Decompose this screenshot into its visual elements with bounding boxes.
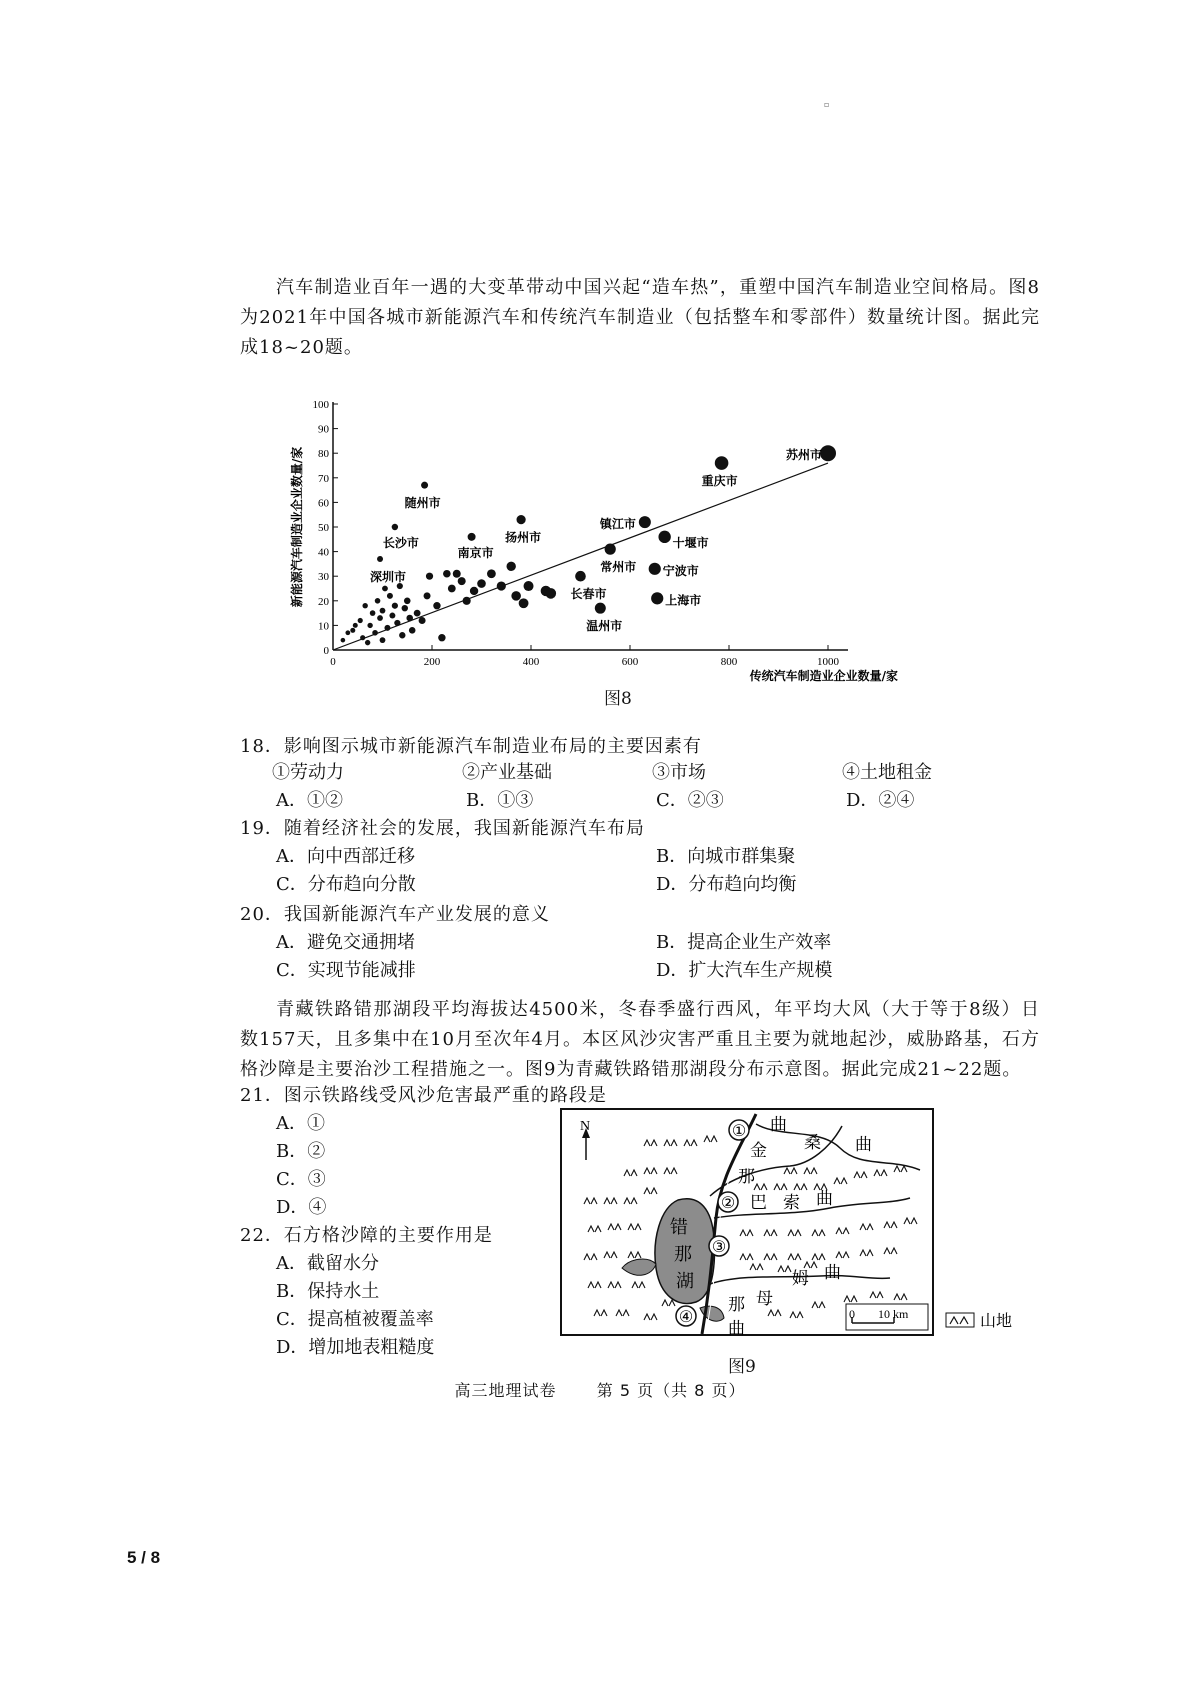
data-point-南京市 — [468, 533, 476, 541]
point-label: 随州市 — [404, 496, 441, 511]
river-label-na: 那 — [738, 1167, 755, 1187]
y-tick-label: 0 — [323, 645, 329, 657]
data-point-苏州市 — [820, 445, 836, 461]
q19-option-a[interactable]: A．向中西部迁移 — [276, 846, 415, 867]
x-tick-label: 200 — [423, 656, 441, 668]
river-label-mu2: 姆 — [792, 1269, 809, 1289]
footer-title: 高三地理试卷 — [454, 1381, 557, 1400]
data-point — [546, 588, 557, 599]
point-label: 深圳市 — [370, 569, 407, 584]
river-label-na2: 那 — [728, 1295, 745, 1315]
map-frame — [561, 1109, 933, 1335]
q18-option-a[interactable]: A．①② — [276, 790, 343, 811]
q20-option-c[interactable]: C．实现节能减排 — [276, 960, 416, 981]
point-label: 苏州市 — [786, 448, 823, 463]
data-point — [392, 603, 398, 609]
q18-option-c[interactable]: C．②③ — [656, 790, 724, 811]
y-tick-label: 10 — [318, 620, 329, 633]
q18-factor-3: ③市场 — [652, 762, 706, 783]
q21-option-d[interactable]: D．④ — [276, 1197, 327, 1218]
y-tick-label: 60 — [318, 497, 329, 510]
lake-char-3: 湖 — [676, 1271, 694, 1292]
data-point — [487, 569, 496, 578]
river-label-qu-1: 曲 — [770, 1115, 787, 1135]
data-point — [389, 613, 395, 619]
point-label: 十堰市 — [672, 535, 709, 550]
data-point — [419, 617, 426, 624]
q22-option-a[interactable]: A．截留水分 — [276, 1253, 379, 1274]
data-point — [380, 637, 386, 643]
data-point — [507, 562, 516, 571]
data-point — [394, 620, 400, 626]
point-label: 温州市 — [586, 619, 623, 634]
data-point — [438, 634, 445, 641]
point-label: 长沙市 — [382, 536, 419, 550]
point-label: 上海市 — [665, 593, 702, 608]
q21-option-c[interactable]: C．③ — [276, 1169, 326, 1190]
data-point — [448, 585, 456, 593]
y-tick-label: 80 — [318, 448, 329, 461]
data-point — [353, 623, 358, 628]
data-point — [384, 625, 390, 631]
point-label: 长春市 — [570, 587, 607, 602]
y-tick-label: 100 — [312, 399, 329, 411]
intro-paragraph-1: 汽车制造业百年一遇的大变革带动中国兴起“造车热”，重塑中国汽车制造业空间格局。图8为2021年中国各城市新能源汽车和传统汽车制造业（包括整车和零部件）数量统计图。据此完成18~20题。 — [240, 277, 1040, 358]
river-label-qu-5: 曲 — [728, 1319, 745, 1339]
q20-option-a[interactable]: A．避免交通拥堵 — [276, 932, 415, 953]
data-point — [358, 618, 363, 623]
data-point — [370, 610, 376, 616]
river-label-qu-3: 曲 — [816, 1189, 833, 1209]
data-point-重庆市 — [715, 456, 729, 470]
q19-option-c[interactable]: C．分布趋向分散 — [276, 874, 416, 895]
data-point — [524, 581, 534, 591]
x-axis-title: 传统汽车制造业企业数量/家 — [749, 669, 898, 683]
data-point — [409, 627, 416, 634]
point-label: 镇江市 — [599, 517, 636, 532]
data-point — [377, 615, 383, 621]
data-point — [402, 605, 408, 611]
x-tick-label: 400 — [522, 656, 540, 668]
q18-factor-4: ④土地租金 — [842, 762, 932, 783]
data-point-镇江市 — [639, 516, 651, 528]
data-point — [406, 615, 413, 622]
q20-option-b[interactable]: B．提高企业生产效率 — [656, 932, 832, 953]
y-tick-label: 40 — [318, 546, 329, 559]
segment-label-4: ④ — [678, 1307, 694, 1326]
river-label-ba: 巴 — [750, 1193, 767, 1213]
q21-option-b[interactable]: B．② — [276, 1141, 326, 1162]
data-point — [511, 591, 521, 601]
question-18-stem: 18．影响图示城市新能源汽车制造业布局的主要因素有 — [240, 736, 702, 757]
data-point — [404, 598, 411, 605]
y-tick-label: 20 — [318, 595, 329, 608]
figure-9-map — [560, 1108, 1020, 1354]
scale-distance: 10 km — [878, 1307, 909, 1321]
river-label-mu: 母 — [756, 1289, 773, 1309]
data-point — [399, 632, 405, 638]
data-point — [362, 603, 367, 608]
y-tick-label: 30 — [318, 571, 329, 584]
point-label: 扬州市 — [505, 530, 542, 545]
lake-char-1: 错 — [670, 1217, 688, 1238]
river-label-suo: 索 — [783, 1193, 800, 1213]
q22-option-c[interactable]: C．提高植被覆盖率 — [276, 1309, 434, 1330]
page-footer — [0, 1378, 1200, 1401]
x-tick-label: 0 — [330, 656, 336, 668]
intro-paragraph-2: 青藏铁路错那湖段平均海拔达4500米，冬春季盛行西风，年平均大风（大于等于8级）日数157天，且多集中在10月至次年4月。本区风沙灾害严重且主要为就地起沙，威胁路基，石方格沙障是主要治沙工程措施之一。图9为青藏铁路错那湖段分布示意图。据此完成21~22题。 — [240, 999, 1040, 1080]
legend-mountain-label: 山地 — [980, 1311, 1013, 1330]
data-point-温州市 — [595, 603, 606, 614]
data-point — [519, 598, 529, 608]
data-point — [463, 597, 471, 605]
trend-line — [333, 463, 828, 650]
segment-label-1: ① — [731, 1121, 747, 1140]
question-20-stem: 20．我国新能源汽车产业发展的意义 — [240, 904, 550, 925]
point-label: 常州市 — [600, 560, 637, 575]
y-tick-label: 90 — [318, 423, 329, 436]
point-label: 南京市 — [457, 545, 494, 560]
q18-factor-1: ①劳动力 — [272, 762, 344, 783]
data-point-随州市 — [421, 482, 428, 489]
data-point — [387, 593, 393, 599]
q19-option-d[interactable]: D．分布趋向均衡 — [656, 874, 797, 895]
q21-option-a[interactable]: A．① — [276, 1113, 325, 1134]
y-tick-label: 50 — [318, 522, 329, 534]
question-22-stem: 22．石方格沙障的主要作用是 — [240, 1225, 493, 1246]
data-point — [365, 640, 370, 645]
question-21-stem: 21．图示铁路线受风沙危害最严重的路段是 — [240, 1085, 607, 1106]
north-label: N — [580, 1119, 591, 1134]
data-point — [424, 592, 431, 599]
segment-label-2: ② — [720, 1193, 736, 1212]
q22-option-b[interactable]: B．保持水土 — [276, 1281, 380, 1302]
data-point-扬州市 — [517, 515, 526, 524]
data-point — [350, 628, 355, 633]
data-point — [477, 579, 486, 588]
data-point — [433, 602, 440, 609]
river-label-qu-2: 曲 — [855, 1135, 872, 1155]
river-label-qu-4: 曲 — [824, 1263, 841, 1283]
scale-zero: 0 — [849, 1307, 855, 1321]
data-point — [443, 570, 451, 578]
x-tick-label: 600 — [621, 656, 639, 668]
lake-char-2: 那 — [674, 1244, 692, 1265]
data-point — [380, 608, 386, 614]
data-point — [497, 581, 506, 590]
x-tick-label: 800 — [720, 656, 738, 668]
y-axis-title: 新能源汽车制造业企业数量/家 — [290, 446, 304, 608]
data-point-十堰市 — [658, 531, 670, 543]
figure-9-caption: 图9 — [728, 1357, 756, 1377]
q18-option-d[interactable]: D．②④ — [846, 790, 915, 811]
segment-label-3: ③ — [711, 1237, 727, 1256]
point-label: 宁波市 — [662, 563, 699, 578]
page-counter: 5 / 8 — [127, 1548, 161, 1567]
data-point — [453, 570, 461, 578]
question-19-stem: 19．随着经济社会的发展，我国新能源汽车布局 — [240, 818, 645, 839]
data-point — [345, 630, 350, 635]
data-point-深圳市 — [377, 556, 383, 562]
point-label: 重庆市 — [701, 474, 738, 489]
data-point — [382, 586, 388, 592]
data-point-长沙市 — [392, 524, 398, 530]
data-point-长春市 — [575, 571, 586, 582]
q18-factor-2: ②产业基础 — [462, 762, 552, 783]
data-point — [458, 577, 466, 585]
data-point-常州市 — [605, 544, 616, 555]
river-label-sang: 桑 — [804, 1133, 821, 1153]
scan-speck: ▫ — [824, 100, 830, 109]
q20-option-d[interactable]: D．扩大汽车生产规模 — [656, 960, 833, 981]
data-point — [426, 573, 433, 580]
q18-option-b[interactable]: B．①③ — [466, 790, 534, 811]
x-tick-label: 1000 — [817, 656, 839, 668]
q19-option-b[interactable]: B．向城市群集聚 — [656, 846, 796, 867]
data-point — [372, 630, 378, 636]
data-point-上海市 — [651, 592, 663, 604]
data-point — [470, 587, 478, 595]
footer-page: 第 5 页（共 8 页） — [596, 1381, 746, 1400]
y-tick-label: 70 — [318, 472, 329, 485]
data-point-宁波市 — [649, 563, 661, 575]
legend-mountain-box — [946, 1313, 974, 1327]
data-point — [341, 638, 346, 643]
data-point — [367, 623, 372, 628]
river-label-jin: 金 — [750, 1141, 767, 1161]
q22-option-d[interactable]: D．增加地表粗糙度 — [276, 1337, 435, 1358]
data-point — [375, 598, 381, 604]
figure-8-caption: 图8 — [604, 689, 632, 709]
data-point — [360, 635, 365, 640]
figure-8-scatter-chart — [280, 372, 960, 688]
data-point — [414, 610, 421, 617]
